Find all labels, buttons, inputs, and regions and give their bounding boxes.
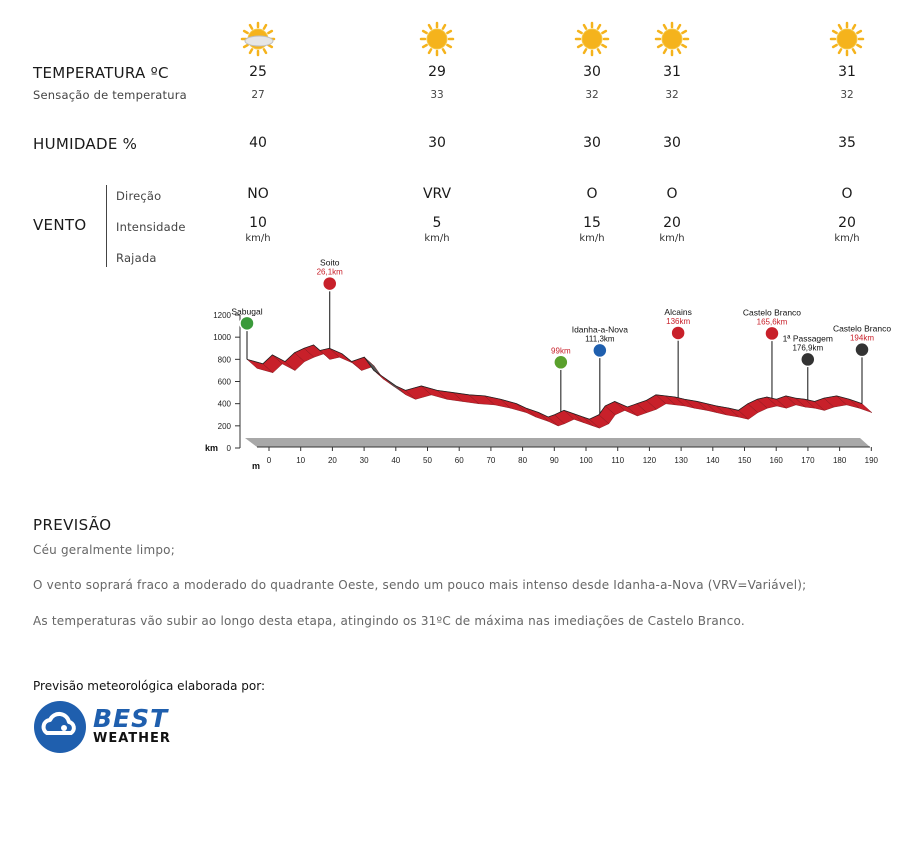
wind-intensity-value: 20: [663, 215, 681, 231]
x-tick-label: 110: [611, 456, 625, 465]
sun-icon: [655, 22, 689, 56]
marker-distance: 26,1km: [316, 267, 343, 277]
x-tick-label: 100: [579, 456, 593, 465]
temperature-value: 25: [249, 64, 267, 80]
logo-text-weather: WEATHER: [93, 731, 171, 746]
m-unit-label: m: [252, 461, 261, 471]
marker-finish-icon: [855, 343, 869, 357]
feels-like-value: 33: [430, 89, 444, 101]
forecast-line: Céu geralmente limpo;: [33, 543, 175, 557]
feels-like-value: 32: [665, 89, 679, 101]
forecast-line: As temperaturas vão subir ao longo desta etapa, atingindo os 31ºC de máxima nas imediações de Castelo Branco.: [33, 614, 745, 628]
humidity-value: 30: [663, 135, 681, 151]
x-tick-label: 160: [769, 456, 783, 465]
forecast-title: PREVISÃO: [33, 516, 112, 534]
best-weather-logo[interactable]: [33, 700, 203, 756]
x-tick-label: 190: [864, 456, 878, 465]
stage-profile-chart: [200, 257, 892, 475]
y-tick-label: 1200: [213, 311, 231, 320]
marker-distance: 176,9km: [792, 343, 824, 353]
humidity-value: 30: [428, 135, 446, 151]
marker-PM-icon: [593, 343, 607, 357]
sun-icon: [830, 22, 864, 56]
temperature-label: TEMPERATURA ºC: [33, 64, 169, 82]
marker-distance: 111,3km: [585, 334, 615, 344]
sun-icon: [420, 22, 454, 56]
marker-feed-icon: [554, 355, 568, 369]
humidity-value: 30: [583, 135, 601, 151]
wind-direction-value: O: [586, 186, 598, 202]
marker-MV-icon: [765, 326, 779, 340]
x-tick-label: 20: [327, 456, 337, 465]
wind-unit: km/h: [424, 233, 450, 244]
wind-unit: km/h: [245, 233, 271, 244]
y-tick-label: 200: [217, 421, 231, 431]
wind-label: VENTO: [33, 216, 87, 234]
marker-label: Alcains: [664, 306, 692, 317]
wind-intensity-value: 5: [432, 215, 442, 231]
feels-like-value: 32: [840, 89, 854, 101]
wind-direction-value: O: [666, 186, 678, 202]
x-tick-label: 170: [801, 456, 815, 465]
humidity-label: HUMIDADE %: [33, 135, 138, 153]
x-tick-label: 130: [674, 456, 688, 465]
wind-intensity-value: 20: [838, 215, 856, 231]
wind-unit: km/h: [659, 233, 685, 244]
feels-like-value: 32: [585, 89, 599, 101]
x-tick-label: 140: [706, 456, 720, 465]
wind-gust-label: Rajada: [116, 251, 157, 265]
x-tick-label: 90: [549, 456, 559, 465]
credit-text: Previsão meteorológica elaborada por:: [33, 679, 266, 693]
marker-distance: 165,6km: [756, 317, 788, 327]
partly-cloudy-sun-icon: [241, 22, 275, 56]
x-tick-label: 10: [296, 456, 306, 465]
temperature-value: 31: [663, 64, 681, 80]
x-tick-label: 40: [391, 456, 401, 465]
temperature-value: 30: [583, 64, 601, 80]
wind-intensity-label: Intensidade: [116, 220, 186, 234]
marker-label: 1ª Passagem: [782, 333, 833, 344]
marker-distance: 99km: [551, 346, 571, 356]
marker-MV-icon: [671, 326, 685, 340]
x-tick-label: 60: [454, 456, 464, 465]
x-tick-label: 50: [423, 456, 432, 465]
profile-base: [245, 438, 870, 447]
x-tick-label: 150: [737, 456, 752, 465]
marker-pass-icon: [801, 352, 815, 366]
wind-direction-value: VRV: [422, 186, 452, 202]
forecast-line: O vento soprará fraco a moderado do quadrante Oeste, sendo um pouco mais intenso desde Idanha-a-Nova (VRV=Variável);: [33, 578, 807, 592]
wind-intensity-value: 10: [249, 215, 267, 231]
humidity-value: 35: [838, 135, 856, 151]
sun-icon: [575, 22, 609, 56]
wind-unit: km/h: [834, 233, 860, 244]
marker-start-icon: [240, 316, 254, 330]
x-tick-label: 70: [486, 456, 496, 465]
y-tick-label: 0: [226, 444, 231, 453]
wind-unit: km/h: [579, 233, 605, 244]
x-tick-label: 30: [359, 456, 369, 465]
marker-distance: 194km: [849, 333, 875, 343]
feels-like-value: 27: [251, 89, 265, 101]
wind-divider: [106, 185, 107, 267]
marker-distance: 136km: [666, 316, 691, 326]
marker-label: Sabugal: [231, 306, 263, 317]
y-tick-label: 400: [217, 399, 231, 409]
x-tick-label: 120: [642, 456, 657, 465]
wind-direction-label: Direção: [116, 189, 162, 203]
humidity-value: 40: [249, 135, 267, 151]
feels-like-label: Sensação de temperatura: [33, 88, 187, 102]
x-tick-label: 80: [518, 456, 528, 465]
temperature-value: 29: [428, 64, 446, 80]
wind-direction-value: O: [841, 186, 853, 202]
x-tick-label: 0: [266, 456, 272, 465]
logo-text-best: BEST: [93, 704, 169, 733]
marker-label: Castelo Branco: [832, 323, 892, 334]
marker-label: Castelo Branco: [742, 307, 802, 318]
x-tick-label: 180: [832, 456, 847, 465]
elevation-segment: [526, 408, 549, 421]
marker-label: Idanha-a-Nova: [571, 324, 628, 335]
y-tick-label: 800: [217, 355, 231, 365]
marker-MV-icon: [323, 277, 337, 291]
wind-intensity-value: 15: [583, 215, 601, 231]
wind-direction-value: NO: [247, 186, 269, 202]
y-tick-label: 600: [217, 377, 231, 387]
temperature-value: 31: [838, 64, 856, 80]
y-tick-label: 1000: [213, 333, 231, 343]
km-unit-label: km: [205, 443, 219, 453]
marker-label: Soito: [320, 257, 340, 268]
